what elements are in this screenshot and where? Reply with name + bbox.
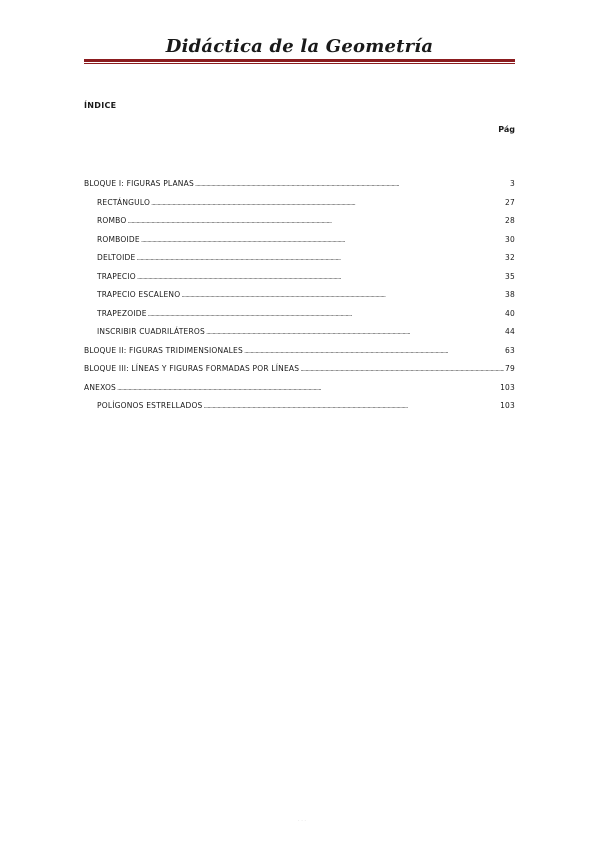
toc-dot-leader — [128, 216, 505, 225]
toc-entry-label: BLOQUE III: LÍNEAS Y FIGURAS FORMADAS POR LÍNEAS — [84, 364, 300, 373]
toc-entry-label: POLÍGONOS ESTRELLADOS — [97, 401, 203, 410]
toc-entry[interactable] — [84, 290, 515, 309]
toc-entry-label: ROMBO — [97, 216, 127, 225]
toc-entry[interactable] — [84, 216, 515, 235]
toc-entry-page: 38 — [505, 290, 515, 299]
header-rule-thin — [84, 63, 515, 64]
toc-entry[interactable] — [84, 346, 515, 365]
toc-entry[interactable] — [84, 179, 515, 198]
toc-entry[interactable] — [84, 272, 515, 291]
toc-dot-leader — [148, 309, 504, 318]
toc-entry[interactable] — [84, 364, 515, 383]
toc-entry-label: ROMBOIDE — [97, 234, 140, 244]
toc-entry[interactable] — [84, 309, 515, 328]
toc-entry-page: 103 — [500, 401, 515, 410]
toc-dot-leader — [206, 327, 504, 336]
toc-entry-label: DELTOIDE — [97, 253, 136, 262]
toc-dot-leader — [136, 253, 504, 262]
toc-entry-label: BLOQUE II: FIGURAS TRIDIMENSIONALES — [84, 345, 243, 355]
toc-entry[interactable] — [84, 235, 515, 254]
toc-entry-page: 103 — [500, 382, 515, 392]
header-rule — [84, 59, 515, 62]
toc-entry-page: 40 — [505, 308, 515, 318]
toc-dot-leader — [204, 401, 500, 410]
toc-dot-leader — [195, 179, 509, 188]
toc-entry[interactable] — [84, 198, 515, 217]
toc-entry-page: 30 — [505, 234, 515, 244]
toc-entry-label: BLOQUE I: FIGURAS PLANAS — [84, 179, 194, 188]
toc-entry-page: 32 — [505, 253, 515, 262]
toc-entry[interactable] — [84, 253, 515, 272]
toc-entry-label: TRAPECIO ESCALENO — [97, 290, 181, 299]
toc-entry[interactable] — [84, 327, 515, 346]
toc-dot-leader — [300, 364, 504, 373]
table-of-contents — [84, 179, 515, 420]
toc-entry-label: TRAPECIO — [97, 271, 136, 281]
toc-entry-page: 3 — [510, 179, 515, 188]
toc-entry-label: RECTÁNGULO — [97, 197, 151, 207]
toc-entry-page: 27 — [505, 197, 515, 207]
toc-entry-page: 79 — [505, 364, 515, 373]
toc-entry-page: 35 — [505, 271, 515, 281]
toc-entry-label: TRAPEZOIDE — [97, 308, 147, 318]
toc-dot-leader — [181, 290, 504, 299]
page-column-heading: Pág — [498, 125, 515, 134]
toc-dot-leader — [151, 198, 504, 207]
toc-dot-leader — [117, 383, 499, 392]
toc-entry-page: 63 — [505, 345, 515, 355]
toc-dot-leader — [137, 272, 504, 281]
toc-entry-label: ANEXOS — [84, 382, 117, 392]
toc-entry-page: 44 — [505, 327, 515, 336]
toc-entry[interactable] — [84, 383, 515, 402]
toc-entry-page: 28 — [505, 216, 515, 225]
toc-heading: ÍNDICE — [84, 101, 117, 110]
toc-dot-leader — [141, 235, 504, 244]
toc-entry-label: INSCRIBIR CUADRILÁTEROS — [97, 327, 205, 336]
document-header-title: Didáctica de la Geometría — [165, 36, 434, 57]
footer-mark: · · · — [298, 818, 306, 824]
toc-dot-leader — [244, 346, 504, 355]
toc-entry[interactable] — [84, 401, 515, 420]
